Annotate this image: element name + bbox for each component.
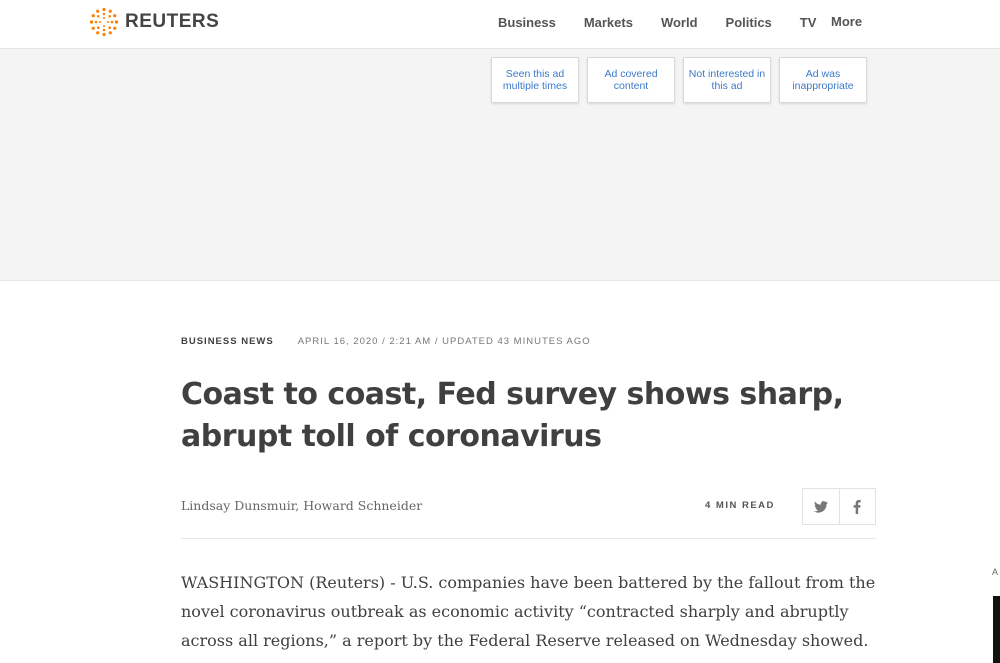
article-byline: Lindsay Dunsmuir, Howard Schneider bbox=[181, 498, 423, 513]
ad-slot bbox=[0, 49, 1000, 281]
read-time: 4 MIN READ bbox=[705, 500, 775, 511]
divider bbox=[181, 538, 876, 539]
ad-feedback-inappropriate[interactable]: Ad was inappropriate bbox=[779, 57, 867, 103]
reuters-logo[interactable] bbox=[89, 6, 219, 38]
share-bar bbox=[802, 488, 876, 525]
facebook-icon bbox=[853, 500, 861, 514]
share-twitter-button[interactable] bbox=[803, 489, 839, 524]
right-edge-label: A bbox=[992, 567, 999, 577]
site-header bbox=[0, 0, 1000, 49]
article-body-paragraph: WASHINGTON (Reuters) - U.S. companies have been battered by the fallout from the novel coronavirus outbreak as economic activity “contracted sharply and abruptly across all regions,” a report by the Federal Reserve released on Wednesday showed. bbox=[181, 573, 876, 650]
nav-markets[interactable]: Markets bbox=[583, 14, 633, 30]
ad-feedback-covered-content[interactable]: Ad covered content bbox=[587, 57, 675, 103]
article-timestamp: APRIL 16, 2020 / 2:21 AM / UPDATED 43 MINUTES AGO bbox=[297, 336, 591, 347]
nav-tv[interactable]: TV bbox=[799, 14, 817, 30]
nav-politics[interactable]: Politics bbox=[725, 14, 772, 30]
article-meta bbox=[181, 336, 591, 347]
right-edge-widget bbox=[993, 596, 1000, 663]
main-nav bbox=[498, 0, 816, 44]
ad-feedback-not-interested[interactable]: Not interested in this ad bbox=[683, 57, 771, 103]
nav-world[interactable]: World bbox=[660, 14, 698, 30]
share-facebook-button[interactable] bbox=[839, 489, 876, 524]
nav-more[interactable]: More bbox=[831, 14, 863, 29]
article-headline: Coast to coast, Fed survey shows sharp, abrupt toll of coronavirus bbox=[181, 377, 844, 454]
twitter-icon bbox=[814, 501, 828, 513]
reuters-logo-icon bbox=[89, 7, 119, 37]
section-link[interactable]: BUSINESS NEWS bbox=[181, 336, 274, 347]
nav-business[interactable]: Business bbox=[498, 14, 556, 30]
logo-text: REUTERS bbox=[125, 11, 220, 32]
ad-feedback-seen-multiple[interactable]: Seen this ad multiple times bbox=[491, 57, 579, 103]
